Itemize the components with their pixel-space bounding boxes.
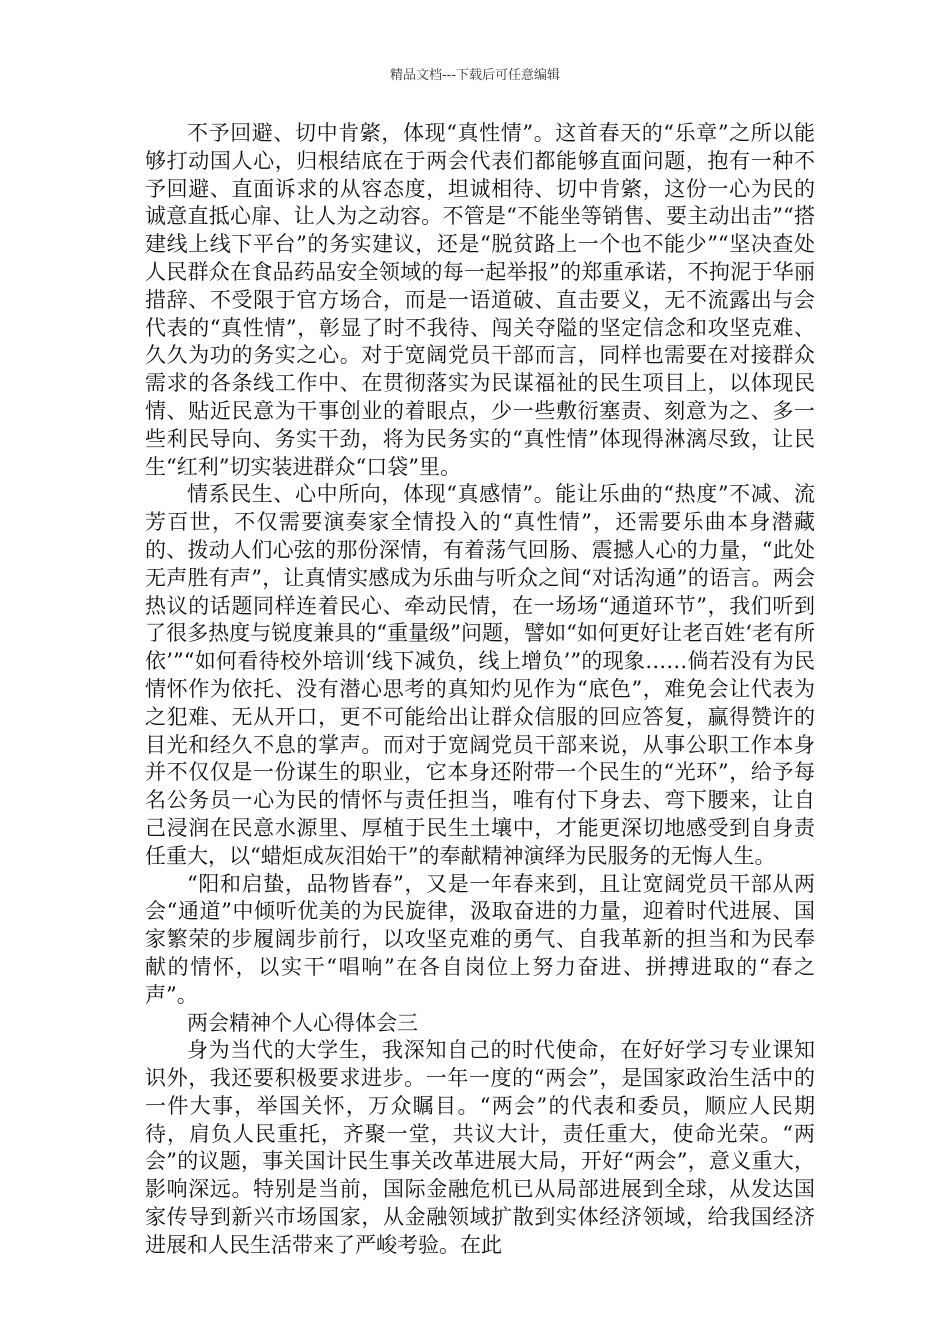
page-header: 精品文档---下载后可任意编辑	[389, 68, 561, 83]
paragraph-true-feelings: 情系民生、心中所向，体现“真感情”。能让乐曲的“热度”不减、流芳百世，不仅需要演奏家全情投入的“真性情”，还需要乐曲本身潜藏的、拨动人们心弦的那份深情，有着荡气回肠、震撼人心的力量，“此处无声胜有声”，让真情实感成为乐曲与听众之间“对话沟通”的语言。两会热议的话题同样连着民心、牵动民情，在一场场“通道环节”，我们听到了很多热度与锐度兼具的“重量级”问题，譬如“如何更好让老百姓‘老有所依’”“如何看待校外培训‘线下减负，线上增负’”的现象……倘若没有为民情怀作为依托、没有潜心思考的真知灼见作为“底色”，难免会让代表为之犯难、无从开口，更不可能给出让群众信服的回应答复，赢得赞许的目光和经久不息的掌声。而对于宽阔党员干部来说，从事公职工作本身并不仅仅是一份谋生的职业，它本身还附带一个民生的“光环”，给予每名公务员一心为民的情怀与责任担当，唯有付下身去、弯下腰来，让自己浸润在民意水源里、厚植于民生土壤中，才能更深切地感受到自身责任重大，以“蜡炬成灰泪始干”的奉献精神演绎为民服务的无悔人生。	[145, 482, 815, 868]
paragraph-spring-closing: “阳和启蛰，品物皆春”，又是一年春来到，且让宽阔党员干部从两会“通道”中倾听优美的为民旋律，汲取奋进的力量，迎着时代进展、国家繁荣的步履阔步前行，以攻坚克难的勇气、自我革新的担当和为民奉献的情怀，以实干“唱响”在各自岗位上努力奋进、拼搏进取的“春之声”。	[145, 871, 815, 1007]
document-body	[145, 120, 815, 1260]
section-heading: 两会精神个人心得体会三	[187, 1010, 418, 1035]
paragraph-true-temperament: 不予回避、切中肯綮，体现“真性情”。这首春天的“乐章”之所以能够打动国人心，归根结底在于两会代表们都能够直面问题，抱有一种不予回避、直面诉求的从容态度，坦诚相待、切中肯綮，这份一心为民的诚意直抵心扉、让人为之动容。不管是“不能坐等销售、要主动出击”“搭建线上线下平台”的务实建议，还是“脱贫路上一个也不能少”“坚决查处人民群众在食品药品安全领域的每一起举报”的郑重承诺，不拘泥于华丽措辞、不受限于官方场合，而是一语道破、直击要义，无不流露出与会代表的“真性情”，彰显了时不我待、闯关夺隘的坚定信念和攻坚克难、久久为功的务实之心。对于宽阔党员干部而言，同样也需要在对接群众需求的各条线工作中、在贯彻落实为民谋福祉的民生项目上，以体现民情、贴近民意为干事创业的着眼点，少一些敷衍塞责、刻意为之、多一些利民导向、务实干劲，将为民务实的“真性情”体现得淋漓尽致，让民生“红利”切实装进群众“口袋”里。	[145, 121, 815, 479]
paragraph-student-reflection: 身为当代的大学生，我深知自己的时代使命，在好好学习专业课知识外，我还要积极要求进步。一年一度的“两会”，是国家政治生活中的一件大事，举国关怀，万众瞩目。“两会”的代表和委员，顺应人民期待，肩负人民重托，齐聚一堂，共议大计，责任重大，使命光荣。“两会”的议题，事关国计民生事关改革进展大局，开好“两会”，意义重大，影响深远。特别是当前，国际金融危机已从局部进展到全球，从发达国家传导到新兴市场国家，从金融领域扩散到实体经济领域，给我国经济进展和人民生活带来了严峻考验。在此	[145, 1038, 815, 1257]
